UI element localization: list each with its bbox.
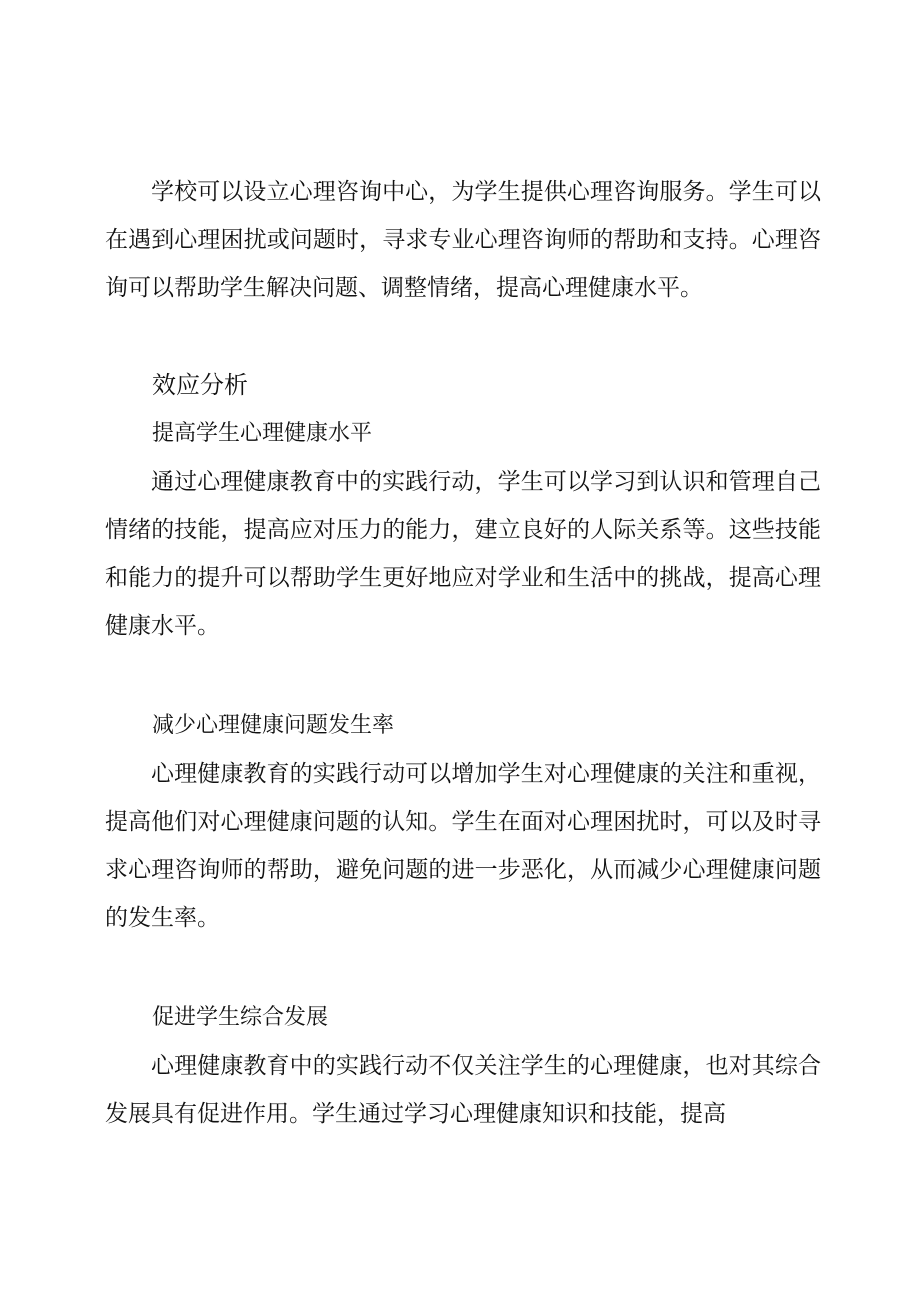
subsection-paragraph: 通过心理健康教育中的实践行动，学生可以学习到认识和管理自己情绪的技能，提高应对压力的能力，建立良好的人际关系等。这些技能和能力的提升可以帮助学生更好地应对学业和生活中的挑战，提高心理健康水平。 xyxy=(105,469,821,639)
subsection-paragraph: 心理健康教育的实践行动可以增加学生对心理健康的关注和重视，提高他们对心理健康问题的认知。学生在面对心理困扰时，可以及时寻求心理咨询师的帮助，避免问题的进一步恶化，从而减少心理健康问题的发生率。 xyxy=(105,761,821,931)
subsection-heading: 促进学生综合发展 xyxy=(152,1005,329,1030)
section-title: 效应分析 xyxy=(152,371,248,399)
subsection-heading: 提高学生心理健康水平 xyxy=(152,421,373,446)
intro-paragraph: 学校可以设立心理咨询中心，为学生提供心理咨询服务。学生可以在遇到心理困扰或问题时，寻求专业心理咨询师的帮助和支持。心理咨询可以帮助学生解决问题、调整情绪，提高心理健康水平。 xyxy=(105,179,821,301)
subsection-paragraph: 心理健康教育中的实践行动不仅关注学生的心理健康，也对其综合发展具有促进作用。学生通过学习心理健康知识和技能，提高 xyxy=(105,1053,821,1127)
subsection-heading: 减少心理健康问题发生率 xyxy=(152,713,395,738)
